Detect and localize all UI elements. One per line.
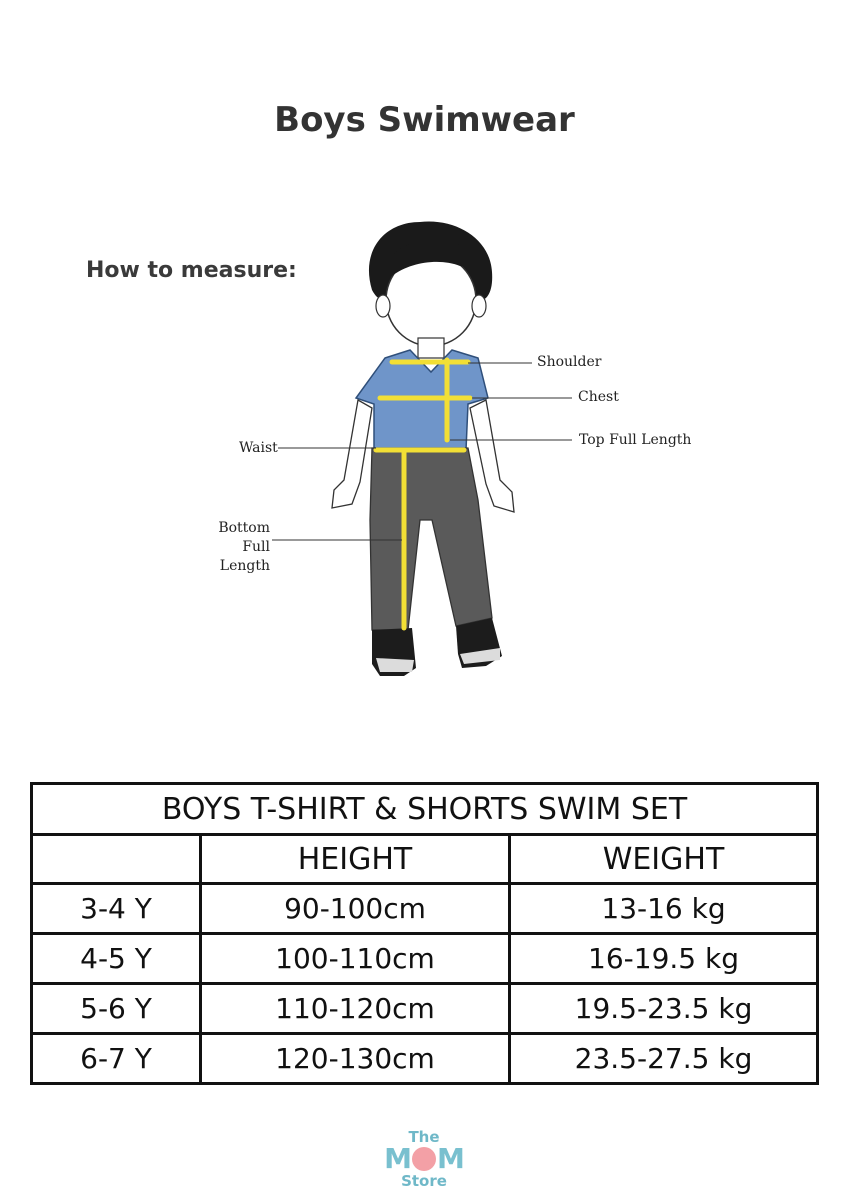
top-full-length-label: Top Full Length [579, 432, 692, 448]
bottom-label-line2: Full Length [219, 539, 270, 574]
page-title: Boys Swimwear [274, 100, 575, 140]
table-row [32, 1034, 818, 1084]
table-row [32, 934, 818, 984]
weight-cell: 16-19.5 kg [510, 934, 818, 984]
chest-label: Chest [578, 389, 619, 405]
logo-m-left: M [384, 1142, 411, 1175]
weight-cell: 23.5-27.5 kg [510, 1034, 818, 1084]
how-to-measure-heading: How to measure: [86, 258, 297, 283]
age-cell: 5-6 Y [32, 984, 201, 1034]
logo-the: The [408, 1128, 440, 1146]
height-cell: 110-120cm [201, 984, 510, 1034]
height-cell: 100-110cm [201, 934, 510, 984]
height-cell: 120-130cm [201, 1034, 510, 1084]
age-cell: 4-5 Y [32, 934, 201, 984]
header-weight: WEIGHT [510, 835, 818, 884]
bottom-label-line1: Bottom [218, 520, 270, 536]
header-height: HEIGHT [201, 835, 510, 884]
bottom-full-length-label [190, 519, 270, 576]
waist-label: Waist [239, 440, 278, 456]
logo-mom [384, 1142, 464, 1175]
height-cell: 90-100cm [201, 884, 510, 934]
table-row [32, 884, 818, 934]
shoulder-label: Shoulder [537, 354, 602, 370]
logo-store: Store [401, 1172, 447, 1190]
weight-cell: 13-16 kg [510, 884, 818, 934]
logo-m-right: M [437, 1142, 464, 1175]
weight-cell: 19.5-23.5 kg [510, 984, 818, 1034]
table-caption: BOYS T-SHIRT & SHORTS SWIM SET [32, 784, 818, 835]
table-row [32, 984, 818, 1034]
age-cell: 3-4 Y [32, 884, 201, 934]
size-chart-table [30, 782, 819, 1085]
the-mom-store-logo [384, 1128, 464, 1200]
header-age [32, 835, 201, 884]
age-cell: 6-7 Y [32, 1034, 201, 1084]
logo-heart-o-icon [412, 1147, 436, 1171]
